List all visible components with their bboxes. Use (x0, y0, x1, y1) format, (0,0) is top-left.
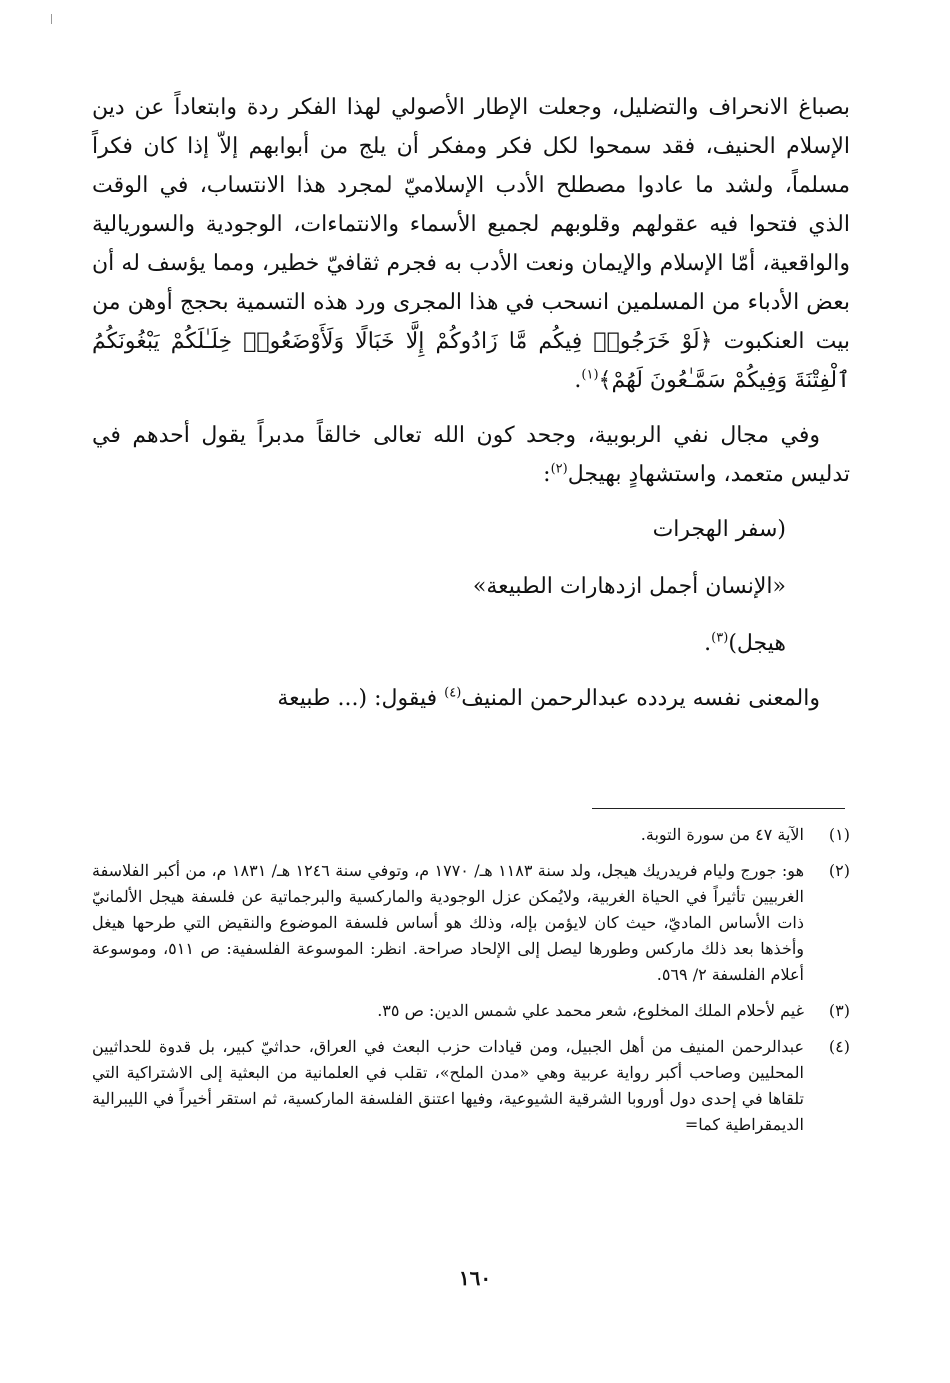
quote-line-3-period: . (704, 631, 712, 656)
footnotes (92, 822, 850, 1148)
footnote-text: عبدالرحمن المنيف من أهل الجبيل، ومن قيادات حزب البعث في العراق، حداثيّ كبير، بل قدوة للحداثيين المحليين وصاحب أكبر رواية عربية وهي «مدن الملح»، تقلب في العلمانية من البعثية إلى الاشتراكية التي تلقاها في إحدى دول أوروبا الشرقية الشيوعية، وفيها اعتنق الفلسفة الماركسية، ثم استقر أخيراً في الليبرالية الديمقراطية كما= (92, 1037, 805, 1134)
quote-line-2: «الإنسان أجمل ازدهارات الطبيعة» (472, 574, 786, 599)
page-number: ١٦٠ (458, 1266, 492, 1290)
footnote-number: (٢) (828, 861, 850, 880)
main-text (92, 88, 850, 718)
footnote-number: (٣) (828, 1001, 850, 1020)
paragraph-3-text: والمعنى نفسه يردده عبدالرحمن المنيف (461, 686, 820, 711)
quote-line-1: (سفر الهجرات (652, 517, 786, 542)
footnote-ref-1: (١) (581, 367, 599, 383)
footnote-2 (92, 858, 850, 988)
footnote-number: (٤) (828, 1037, 850, 1056)
paragraph-2-text: وفي مجال نفي الربوبية، وجحد كون الله تعالى خالقاً مدبراً يقول أحدهم في تدليس متعمد، واستشهادٍ بهيجل (92, 423, 850, 487)
paragraph-1-text: بصباغ الانحراف والتضليل، وجعلت الإطار الأصولي لهذا الفكر ردة وابتعاداً عن دين الإسلام الحنيف، فقد سمحوا لكل فكر ومفكر أن يلج من أبوابهم إلاّ إذا كان فكراً مسلماً، ولشد ما عادوا مصطلح الأدب الإسلاميّ لمجرد هذا الانتساب، في الوقت الذي فتحوا فيه عقولهم وقلوبهم لجميع الأسماء والانتماءات، الوجودية والسوريالية والواقعية، أمّا الإسلام والإيمان ونعت الأدب به فجرم ثقافيّ خطير، ومما يؤسف له أن بعض الأدباء من المسلمين انسحب في هذا المجرى ورد هذه التسمية بحجج أوهن من بيت العنكبوت (92, 95, 850, 354)
paragraph-3-end: فيقول: (... طبيعة (277, 686, 445, 711)
quote-line-3-text: هيجل) (728, 631, 786, 656)
footnote-text: هو: جورج وليام فريدريك هيجل، ولد سنة ١١٨٣ هـ/ ١٧٧٠ م، وتوفي سنة ١٢٤٦ هـ/ ١٨٣١ م، من أكبر الفلاسفة الغربيين تأثيراً في الحياة الغربية، ولايُمكن عزل الوجودية والماركسية والبرجماتية عن فلسفة هيجل الألمانيّ ذات الأساس الماديّ، حيث كان لايؤمن بإله، وذلك هو أساس فلسفة الموضوع والنقيض التي طرحها هيغل وأخذها بعد ذلك ماركس وطورها ليصل إلى الإلحاد صراحة. انظر: الموسوعة الفلسفية: ص ٥١١، وموسوعة أعلام الفلسفة ٢/ ٥٦٩. (92, 861, 805, 984)
footnote-4 (92, 1034, 850, 1138)
quran-verse: ﴿لَوْ خَرَجُوا۟ فِيكُم مَّا زَادُوكُمْ إِلَّا خَبَالًا وَلَأَوْضَعُوا۟ خِلَـٰلَكُمْ يَبْغُونَكُمُ ٱلْفِتْنَةَ وَفِيكُمْ سَمَّـٰعُونَ لَهُمْ﴾ (92, 329, 850, 393)
quote-line-3 (92, 624, 850, 663)
paragraph-3 (92, 679, 850, 718)
paragraph-2 (92, 416, 850, 494)
paragraph-1: بصباغ الانحراف والتضليل، وجعلت الإطار الأصولي لهذا الفكر ردة وابتعاداً عن دين الإسلام الحنيف، فقد سمحوا لكل فكر ومفكر أن يلج من أبوابهم إلاّ إذا كان فكراً مسلماً، ولشد ما عادوا مصطلح الأدب الإسلاميّ لمجرد هذا الانتساب، في الوقت الذي فتحوا فيه عقولهم وقلوبهم لجميع الأسماء والانتماءات، الوجودية والسوريالية والواقعية، أمّا الإسلام والإيمان ونعت الأدب به فجرم ثقافيّ خطير، ومما يؤسف له أن بعض الأدباء من المسلمين انسحب في هذا المجرى ورد هذه التسمية بحجج أوهن من بيت العنكبوت ﴿لَوْ خَرَجُوا۟ فِيكُم مَّا زَادُوكُمْ إِلَّا خَبَالًا وَلَأَوْضَعُوا۟ خِلَـٰلَكُمْ يَبْغُونَكُمُ ٱلْفِتْنَةَ وَفِيكُمْ سَمَّـٰعُونَ لَهُمْ﴾$^{(١)}$. (92, 95, 850, 393)
footnote-number: (١) (828, 825, 850, 844)
footnote-text: غيم لأحلام الملك المخلوع، شعر محمد علي شمس الدين: ص ٣٥. (377, 1001, 804, 1020)
footnote-ref-3: (٣) (711, 630, 729, 646)
footnote-1 (92, 822, 850, 848)
footnote-separator (592, 808, 845, 809)
footnote-ref-2: (٢) (550, 461, 568, 477)
footnote-3 (92, 998, 850, 1024)
footnote-text: الآية ٤٧ من سورة التوبة. (640, 825, 804, 844)
scan-mark (51, 14, 52, 24)
footnote-ref-4: (٤) (444, 685, 462, 701)
paragraph-2-colon: : (543, 462, 551, 487)
